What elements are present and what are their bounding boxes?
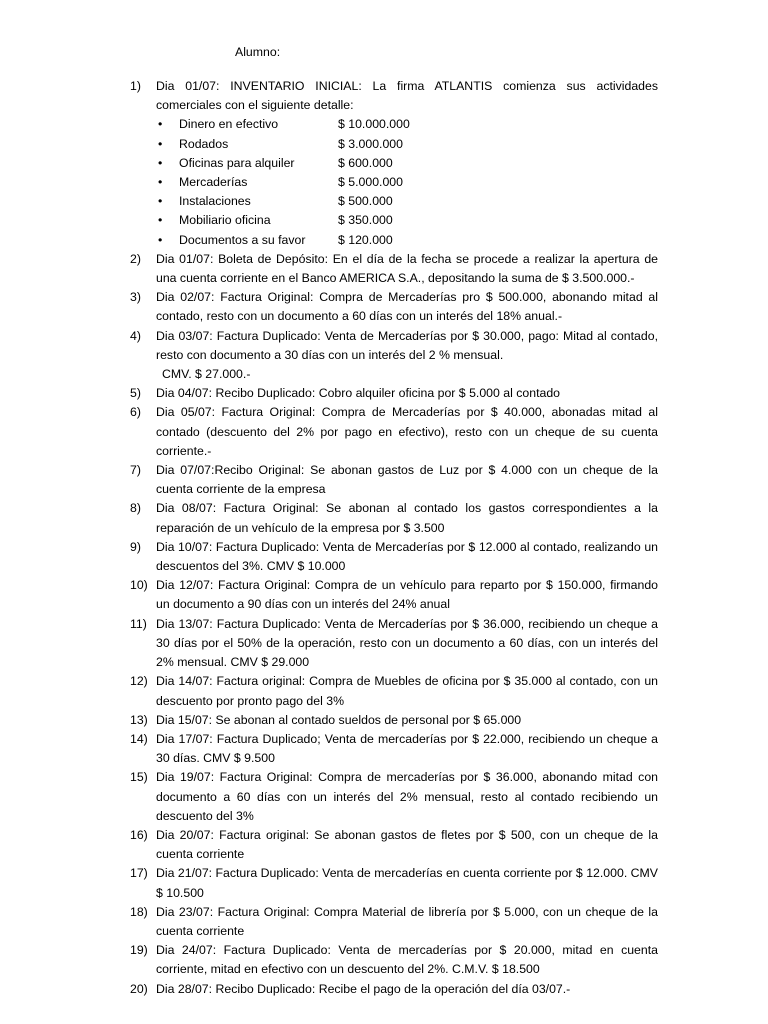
item-text: Dia 28/07: Recibo Duplicado: Recibe el pago de la operación del día 03/07.- [156, 981, 571, 996]
item-text: Dia 07/07:Recibo Original: Se abonan gastos de Luz por $ 4.000 con un cheque de la cuenta corriente de la empresa [156, 463, 658, 497]
item-text: Dia 03/07: Factura Duplicado: Venta de Mercaderías por $ 30.000, pago: Mitad al contado, resto con documento a 30 días con un interés del 2 % mensual. [156, 328, 658, 362]
item-number: 5) [130, 386, 141, 401]
transactions-list [130, 77, 658, 999]
item-text: Dia 12/07: Factura Original: Compra de un vehículo para reparto por $ 150.000, firmando un documento a 90 días con un interés del 24% anual [156, 578, 658, 612]
item-cmv: CMV. $ 27.000.- [162, 367, 251, 382]
item-text: Dia 19/07: Factura Original: Compra de mercaderías por $ 36.000, abonando mitad con documento a 60 días con un interés del 2% mensual, resto al contado recibiendo un descuento del 3% [156, 770, 658, 823]
bullet-icon: • [158, 136, 163, 151]
list-item [130, 77, 658, 250]
list-item [130, 768, 658, 826]
list-item [130, 403, 658, 461]
bullet-icon: • [158, 194, 163, 209]
item-number: 11) [130, 616, 147, 631]
item-number: 3) [130, 290, 141, 305]
inventory-list [156, 115, 658, 249]
list-item [130, 461, 658, 499]
bullet-icon: • [158, 213, 163, 228]
item-number: 12) [130, 674, 148, 689]
item-number: 4) [130, 328, 141, 343]
item-number: 7) [130, 463, 141, 478]
item-number: 6) [130, 405, 141, 420]
list-item [130, 615, 658, 673]
item-text: Dia 23/07: Factura Original: Compra Material de librería por $ 5.000, con un cheque de la cuenta corriente [156, 904, 658, 938]
inventory-item: • Oficinas para alquiler $ 600.000 [156, 154, 658, 173]
item-text: Dia 17/07: Factura Duplicado; Venta de mercaderías por $ 22.000, recibiendo un cheque a 30 días. CMV $ 9.500 [156, 731, 658, 766]
item-text: Dia 05/07: Factura Original: Compra de Mercaderías por $ 40.000, abonadas mitad al contado (descuento del 2% por pago en efectivo), resto con un cheque de su cuenta corriente.- [156, 405, 658, 458]
list-item [130, 864, 658, 902]
item-number: 1) [130, 79, 141, 93]
item-number: 15) [130, 770, 148, 785]
list-item [130, 499, 658, 537]
item-text: Dia 13/07: Factura Duplicado: Venta de Mercaderías por $ 36.000, recibiendo un cheque a 30 días por el 50% de la operación, resto con un documento a 60 días, con un interés del 2% mensual. CMV $ 29.000 [156, 616, 658, 670]
list-item [130, 941, 658, 979]
list-item [130, 672, 658, 710]
inventory-item: • Dinero en efectivo $ 10.000.000 [156, 115, 658, 134]
item-number: 14) [130, 731, 148, 746]
bullet-icon: • [158, 175, 163, 190]
item-number: 9) [130, 539, 141, 554]
item-text: Dia 20/07: Factura original: Se abonan gastos de fletes por $ 500, con un cheque de la cuenta corriente [156, 827, 658, 862]
item-text: Dia 14/07: Factura original: Compra de Muebles de oficina por $ 35.000 al contado, con un descuento por pronto pago del 3% [156, 674, 658, 708]
list-item [130, 903, 658, 941]
item-text: Dia 15/07: Se abonan al contado sueldos de personal por $ 65.000 [156, 712, 522, 727]
list-item [130, 576, 658, 614]
inventory-item: • Documentos a su favor $ 120.000 [156, 231, 658, 250]
item-text: Dia 01/07: Boleta de Depósito: En el día de la fecha se procede a realizar la apertura de una cuenta corriente en el Banco AMERICA S.A., depositando la suma de $ 3.500.000.- [156, 251, 658, 286]
inventory-item: • Mercaderías $ 5.000.000 [156, 173, 658, 192]
student-label: Alumno: [235, 45, 281, 59]
list-item [130, 327, 658, 385]
bullet-icon: • [158, 232, 163, 247]
bullet-icon: • [158, 117, 163, 132]
item-number: 17) [130, 866, 148, 881]
list-item [130, 980, 658, 999]
item-number: 20) [130, 981, 148, 996]
list-item [130, 711, 658, 730]
item-number: 8) [130, 501, 141, 516]
inventory-intro: Dia 01/07: INVENTARIO INICIAL: La firma ATLANTIS comienza sus actividades comerciales con el siguiente detalle: [156, 79, 658, 113]
item-text: Dia 04/07: Recibo Duplicado: Cobro alquiler oficina por $ 5.000 al contado [156, 386, 561, 401]
list-item [130, 538, 658, 576]
inventory-item: • Rodados $ 3.000.000 [156, 135, 658, 154]
item-number: 13) [130, 712, 148, 727]
list-item [130, 384, 658, 403]
inventory-item: • Mobiliario oficina $ 350.000 [156, 211, 658, 230]
item-number: 16) [130, 827, 148, 842]
item-number: 10) [130, 578, 148, 593]
item-text: Dia 10/07: Factura Duplicado: Venta de Mercaderías por $ 12.000 al contado, realizando un descuentos del 3%. CMV $ 10.000 [156, 539, 658, 574]
item-number: 2) [130, 251, 141, 266]
inventory-item: • Instalaciones $ 500.000 [156, 192, 658, 211]
item-number: 19) [130, 943, 148, 958]
item-text: Dia 08/07: Factura Original: Se abonan al contado los gastos correspondientes a la reparación de un vehículo de la empresa por $ 3.500 [156, 501, 658, 535]
list-item [130, 826, 658, 864]
list-item [130, 250, 658, 288]
item-text: Dia 24/07: Factura Duplicado: Venta de mercaderías por $ 20.000, mitad en cuenta corriente, mitad en efectivo con un descuento del 2%. C.M.V. $ 18.500 [156, 943, 658, 977]
item-text: Dia 02/07: Factura Original: Compra de Mercaderías pro $ 500.000, abonando mitad al contado, resto con un documento a 60 días con un interés del 18% anual.- [156, 290, 658, 324]
list-item [130, 730, 658, 768]
item-number: 18) [130, 904, 148, 919]
bullet-icon: • [158, 155, 163, 170]
list-item [130, 288, 658, 326]
item-text: Dia 21/07: Factura Duplicado: Venta de mercaderías en cuenta corriente por $ 12.000. CMV $ 10.500 [156, 866, 658, 900]
